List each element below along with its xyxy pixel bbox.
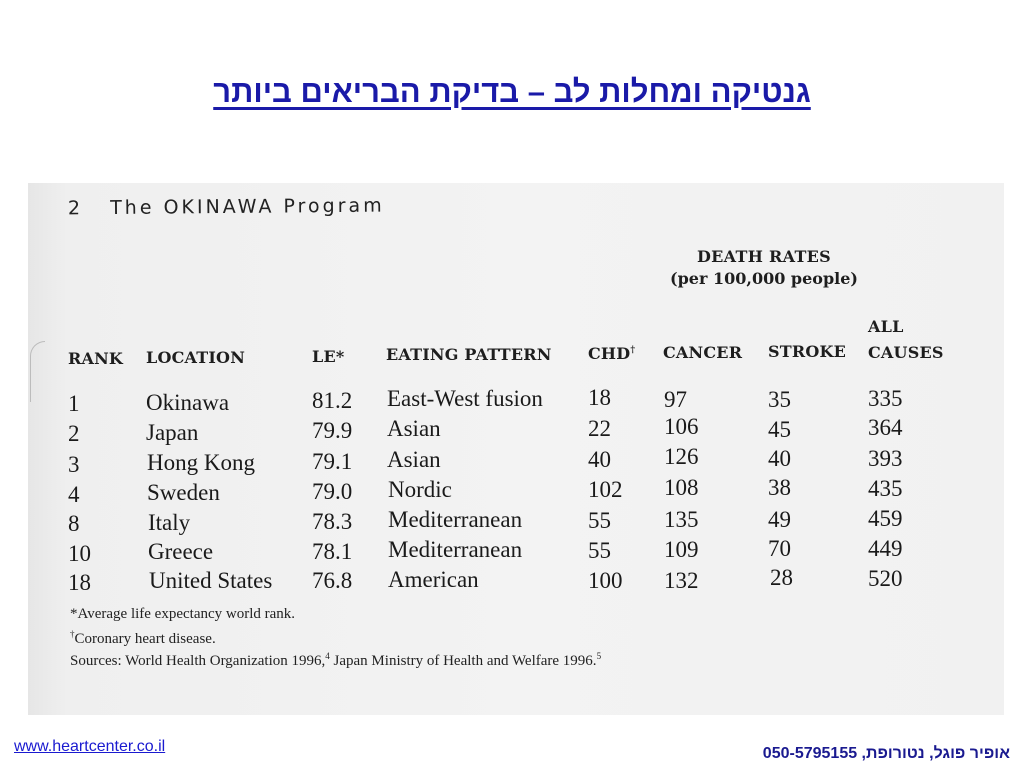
header-rank: RANK: [68, 349, 124, 368]
cell-cancer: 106: [664, 414, 699, 439]
header-all-causes-line2: CAUSES: [868, 343, 944, 362]
header-all-causes-line1: ALL: [868, 317, 904, 336]
header-chd: [588, 344, 635, 363]
cell-rank: 4: [68, 482, 80, 507]
cell-eating-pattern: Nordic: [388, 477, 452, 502]
cell-cancer: 109: [664, 537, 699, 562]
cell-chd: 102: [588, 477, 623, 502]
header-le: LE*: [312, 347, 345, 366]
cell-rank: 18: [68, 570, 91, 595]
slide-title: גנטיקה ומחלות לב – בדיקת הבריאים ביותר: [213, 74, 811, 109]
sources-text-2: Japan Ministry of Health and Welfare 1996.: [329, 653, 597, 669]
cell-le: 79.9: [312, 418, 353, 443]
header-chd-dagger: †: [630, 345, 636, 356]
cell-chd: 40: [588, 447, 611, 472]
footer-contact-info: אופיר פוגל, נטורופת, 050-5795155: [762, 745, 1010, 762]
cell-eating-pattern: Mediterranean: [388, 507, 523, 532]
cell-stroke: 70: [768, 536, 791, 561]
cell-rank: 2: [68, 421, 80, 446]
header-all-causes: [868, 314, 944, 366]
header-stroke: STROKE: [768, 342, 846, 361]
death-rates-subtitle: (per 100,000 people): [670, 269, 858, 288]
cell-stroke: 49: [768, 507, 791, 532]
cell-eating-pattern: American: [388, 567, 479, 592]
footnote-chd-text: Coronary heart disease.: [74, 631, 216, 647]
cell-all-causes: 435: [868, 476, 903, 501]
cell-le: 79.0: [312, 479, 353, 504]
cell-eating-pattern: Asian: [387, 416, 441, 441]
cell-le: 78.1: [312, 539, 353, 564]
cell-location: United States: [149, 568, 273, 593]
scanned-book-page: [28, 183, 1004, 715]
footnote-chd: [70, 629, 216, 648]
page-curl-shadow: [30, 341, 45, 402]
page-number: 2: [67, 197, 84, 220]
footnote-sources: [70, 651, 601, 670]
cell-stroke: 38: [768, 475, 791, 500]
cell-le: 81.2: [312, 388, 353, 413]
header-eating-pattern: EATING PATTERN: [386, 345, 552, 364]
cell-eating-pattern: Mediterranean: [388, 537, 523, 562]
cell-stroke: 40: [768, 446, 791, 471]
cell-cancer: 132: [664, 568, 699, 593]
sources-ref-1: 4: [325, 651, 330, 661]
cell-chd: 22: [588, 416, 611, 441]
cell-eating-pattern: Asian: [387, 447, 441, 472]
cell-chd: 100: [588, 568, 623, 593]
header-cancer: CANCER: [663, 343, 743, 362]
cell-rank: 1: [68, 391, 80, 416]
cell-location: Italy: [148, 510, 191, 535]
cell-stroke: 28: [770, 565, 793, 590]
cell-chd: 18: [588, 385, 611, 410]
death-rates-heading: [670, 247, 858, 288]
cell-eating-pattern: East-West fusion: [387, 386, 543, 411]
cell-location: Japan: [146, 420, 199, 445]
book-title: The OKINAWA Program: [110, 194, 385, 220]
cell-cancer: 97: [664, 387, 687, 412]
cell-location: Greece: [148, 539, 214, 564]
cell-cancer: 135: [664, 507, 699, 532]
cell-le: 78.3: [312, 509, 353, 534]
cell-le: 79.1: [312, 449, 353, 474]
cell-location: Okinawa: [146, 390, 230, 415]
footnote-chd-dagger: †: [70, 629, 75, 639]
cell-all-causes: 364: [868, 415, 903, 440]
header-location: LOCATION: [146, 348, 246, 367]
cell-all-causes: 459: [868, 506, 903, 531]
header-chd-label: CHD: [588, 344, 631, 363]
footnote-le: *Average life expectancy world rank.: [70, 606, 296, 622]
cell-rank: 8: [68, 511, 80, 536]
heartcenter-website-link[interactable]: www.heartcenter.co.il: [14, 738, 166, 755]
cell-rank: 3: [68, 452, 80, 477]
cell-all-causes: 449: [868, 536, 903, 561]
cell-all-causes: 520: [868, 566, 903, 591]
cell-location: Hong Kong: [147, 450, 255, 475]
cell-chd: 55: [588, 538, 611, 563]
cell-all-causes: 335: [868, 386, 903, 411]
sources-text: Sources: World Health Organization 1996,: [70, 653, 326, 669]
cell-rank: 10: [68, 541, 91, 566]
cell-location: Sweden: [147, 480, 220, 505]
death-rates-title: DEATH RATES: [697, 247, 831, 266]
cell-chd: 55: [588, 508, 611, 533]
cell-stroke: 35: [768, 387, 791, 412]
cell-stroke: 45: [768, 417, 791, 442]
book-running-header: [68, 195, 385, 220]
cell-all-causes: 393: [868, 446, 903, 471]
cell-cancer: 126: [664, 444, 699, 469]
cell-cancer: 108: [664, 475, 699, 500]
sources-ref-2: 5: [596, 651, 602, 661]
cell-le: 76.8: [312, 568, 353, 593]
